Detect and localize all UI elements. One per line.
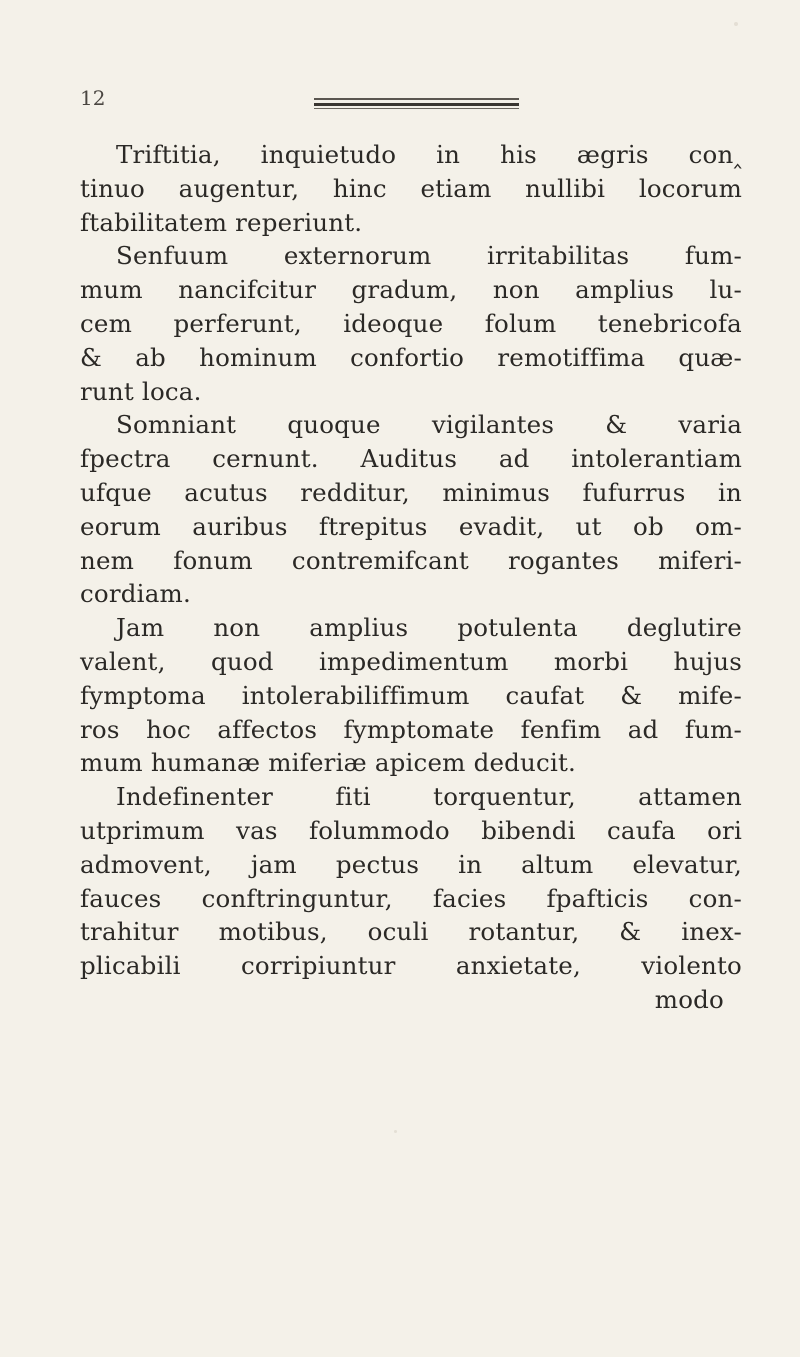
text-line: mum humanæ miferiæ apicem deducit. bbox=[80, 748, 577, 778]
body-text bbox=[80, 138, 742, 1017]
text-line: Indefinenter fiti torquentur, attamen bbox=[116, 782, 742, 812]
text-line: ftabilitatem reperiunt. bbox=[80, 207, 363, 237]
text-line: eorum auribus ftrepitus evadit, ut ob om- bbox=[80, 511, 742, 541]
text-line: utprimum vas folummodo bibendi caufa ori bbox=[80, 815, 742, 845]
text-line: & ab hominum confortio remotiffima quæ- bbox=[80, 342, 742, 372]
text-line: Jam non amplius potulenta deglutire bbox=[116, 613, 742, 643]
text-line: nem fonum contremifcant rogantes miferi- bbox=[80, 545, 742, 575]
text-line: tinuo augentur, hinc etiam nullibi locorum bbox=[80, 173, 742, 203]
catchword: modo bbox=[654, 984, 724, 1014]
paper-blemish bbox=[734, 22, 738, 26]
rule-line bbox=[314, 98, 519, 100]
header-rule-ornament bbox=[314, 96, 519, 110]
text-line: ufque acutus redditur, minimus fufurrus in bbox=[80, 477, 742, 507]
text-line: mum nancifcitur gradum, non amplius lu- bbox=[80, 275, 742, 305]
paper-blemish bbox=[394, 1130, 397, 1133]
text-line: runt loca. bbox=[80, 376, 202, 406]
text-line: plicabili corripiuntur anxietate, violento bbox=[80, 951, 742, 981]
text-line: admovent, jam pectus in altum elevatur, bbox=[80, 849, 742, 879]
text-line: fauces conftringuntur, facies fpafticis con- bbox=[80, 883, 742, 913]
text-line: valent, quod impedimentum morbi hujus bbox=[80, 646, 742, 676]
text-line: Senfuum externorum irritabilitas fum- bbox=[116, 241, 742, 271]
text-line: Somniant quoque vigilantes & varia bbox=[116, 410, 742, 440]
text-line: trahitur motibus, oculi rotantur, & inex- bbox=[80, 917, 742, 947]
page-number: 12 bbox=[80, 86, 106, 110]
text-line: Triftitia, inquietudo in his ægris con‸ bbox=[116, 140, 742, 169]
text-line: cordiam. bbox=[80, 579, 191, 609]
text-line: cem perferunt, ideoque folum tenebricofa bbox=[80, 308, 742, 338]
text-line: fpectra cernunt. Auditus ad intolerantiam bbox=[80, 444, 742, 474]
rule-line bbox=[314, 103, 519, 106]
rule-line bbox=[314, 108, 519, 109]
text-line: fymptoma intolerabiliffimum caufat & mife- bbox=[80, 680, 742, 710]
text-line: ros hoc affectos fymptomate fenfim ad fum- bbox=[80, 714, 742, 744]
